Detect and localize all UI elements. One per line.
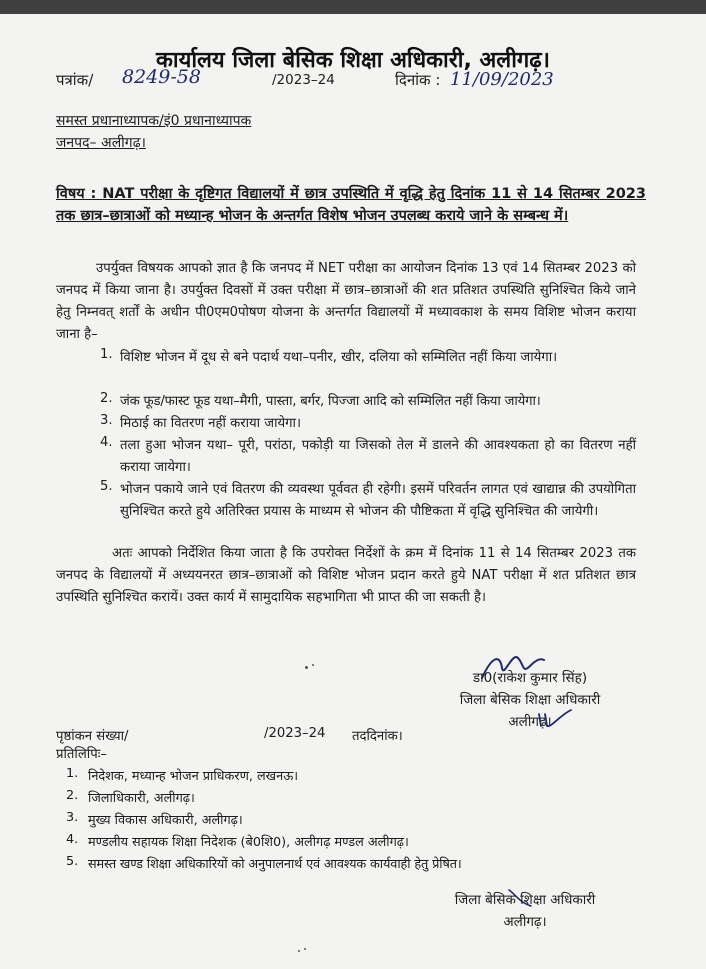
instruction-item: भोजन पकाये जाने एवं वितरण की व्यवस्था पूर्ववत ही रहेगी। इसमें परिवर्तन लागत एवं खाद्यान्न की उपयोगिता सुनिश्चित करते हुये अतिरिक्त प्रयास के माध्यम से भोजन की पौष्टिकता में वृद्धि सुनिश्चित की जायेगी। [120,482,636,519]
stray-mark [305,666,308,669]
instruction-item: मिठाई का वितरण नहीं कराया जायेगा। [120,416,301,431]
stray-mark [312,664,314,666]
reference-prefix: पत्रांक/ [56,71,94,89]
addressee-line-2: जनपद– अलीगढ़। [56,135,146,151]
stray-mark [304,948,306,950]
recipient-number: 3. [66,810,79,825]
instruction-number: 1. [100,347,113,362]
recipient-number: 4. [66,832,79,847]
instruction-number: 2. [100,391,113,406]
instruction-item: तला हुआ भोजन यथा– पूरी, परांठा, पकोड़ी या जिसको तेल में डालने की आवश्यकता हो का वितरण नहीं कराया जायेगा। [120,438,636,475]
signatory-place: अलीगढ़। [508,714,552,730]
copy-to-label: प्रतिलिपिः– [56,747,107,762]
recipient-item: मण्डलीय सहायक शिक्षा निदेशक (बे0शि0), अलीगढ़ मण्डल अलीगढ़। [88,835,409,850]
recipient-item: जिलाधिकारी, अलीगढ़। [88,791,195,806]
instruction-number: 3. [100,413,113,428]
handwritten-reference-number: 8249-58 [122,66,201,88]
reference-year: /2023–24 [272,72,335,88]
instruction-item: जंक फूड/फास्ट फूड यथा–मैगी, पास्ता, बर्गर, पिज्जा आदि को सम्मिलित नहीं किया जायेगा। [120,394,541,409]
footer-designation: जिला बेसिक शिक्षा अधिकारी [454,892,596,908]
endorsement-label: पृष्ठांकन संख्या/ [56,729,129,744]
handwritten-initials-icon [535,706,575,730]
recipient-number: 1. [66,766,79,781]
subject: विषय : NAT परीक्षा के दृष्टिगत विद्यालयों में छात्र उपस्थिति में वृद्धि हेतु दिनांक 11 से 14 सितम्बर 2023 तक छात्र–छात्राओं को मध्यान्ह भोजन के अन्तर्गत विशेष भोजन उपलब्ध कराये जाने के सम्बन्ध में। [56,186,646,224]
recipient-number: 5. [66,854,79,869]
recipient-item: निदेशक, मध्यान्ह भोजन प्राधिकरण, लखनऊ। [88,769,299,784]
stray-mark [298,950,300,952]
signatory-name: डा0(राकेश कुमार सिंह) [472,670,588,686]
footer-place: अलीगढ़। [503,914,547,930]
recipient-item: समस्त खण्ड शिक्षा अधिकारियों को अनुपालनार्थ एवं आवश्यक कार्यवाही हेतु प्रेषित। [88,857,462,872]
addressee-line-1: समस्त प्रधानाध्यापक/इं0 प्रधानाध्यापक [56,113,252,129]
signatory-designation: जिला बेसिक शिक्षा अधिकारी [459,692,601,708]
handwritten-date: 11/09/2023 [450,69,554,90]
recipient-number: 2. [66,788,79,803]
endorsement-date: तददिनांक। [352,729,403,744]
letter-page [0,14,706,969]
recipient-item: मुख्य विकास अधिकारी, अलीगढ़। [88,813,243,828]
closing-paragraph: अतः आपको निर्देशित किया जाता है कि उपरोक्त निर्देशों के क्रम में दिनांक 11 से 14 सितम्बर 2023 तक जनपद के विद्यालयों में अध्ययनरत छात्र–छात्राओं को विशिष्ट भोजन प्रदान करते हुये NAT परीक्षा में शत प्रतिशत छात्र उपस्थिति सुनिश्चित करायें। उक्त कार्य में सामुदायिक सहभागिता भी प्राप्त की जा सकती है। [56,546,636,605]
instruction-item: विशिष्ट भोजन में दूध से बने पदार्थ यथा–पनीर, खीर, दलिया को सम्मिलित नहीं किया जायेगा। [120,350,558,365]
date-label: दिनांक : [395,71,441,89]
instruction-number: 4. [100,435,113,450]
instruction-number: 5. [100,479,113,494]
endorsement-year: /2023–24 [264,726,326,741]
intro-paragraph: उपर्युक्त विषयक आपको ज्ञात है कि जनपद में NET परीक्षा का आयोजन दिनांक 13 एवं 14 सितम्बर 2023 को जनपद में किया जाना है। उपर्युक्त दिवसों में उक्त परीक्षा में छात्र–छात्राओं की शत प्रतिशत उपस्थिति सुनिश्चित किये जाने हेतु निम्नवत् शर्तों के अधीन पी0एम0पोषण योजना के अन्तर्गत विद्यालयों में मध्यावकाश के समय विशिष्ट भोजन कराया जाना है– [56,261,636,342]
office-title: कार्यालय जिला बेसिक शिक्षा अधिकारी, अलीगढ़। [155,48,551,73]
